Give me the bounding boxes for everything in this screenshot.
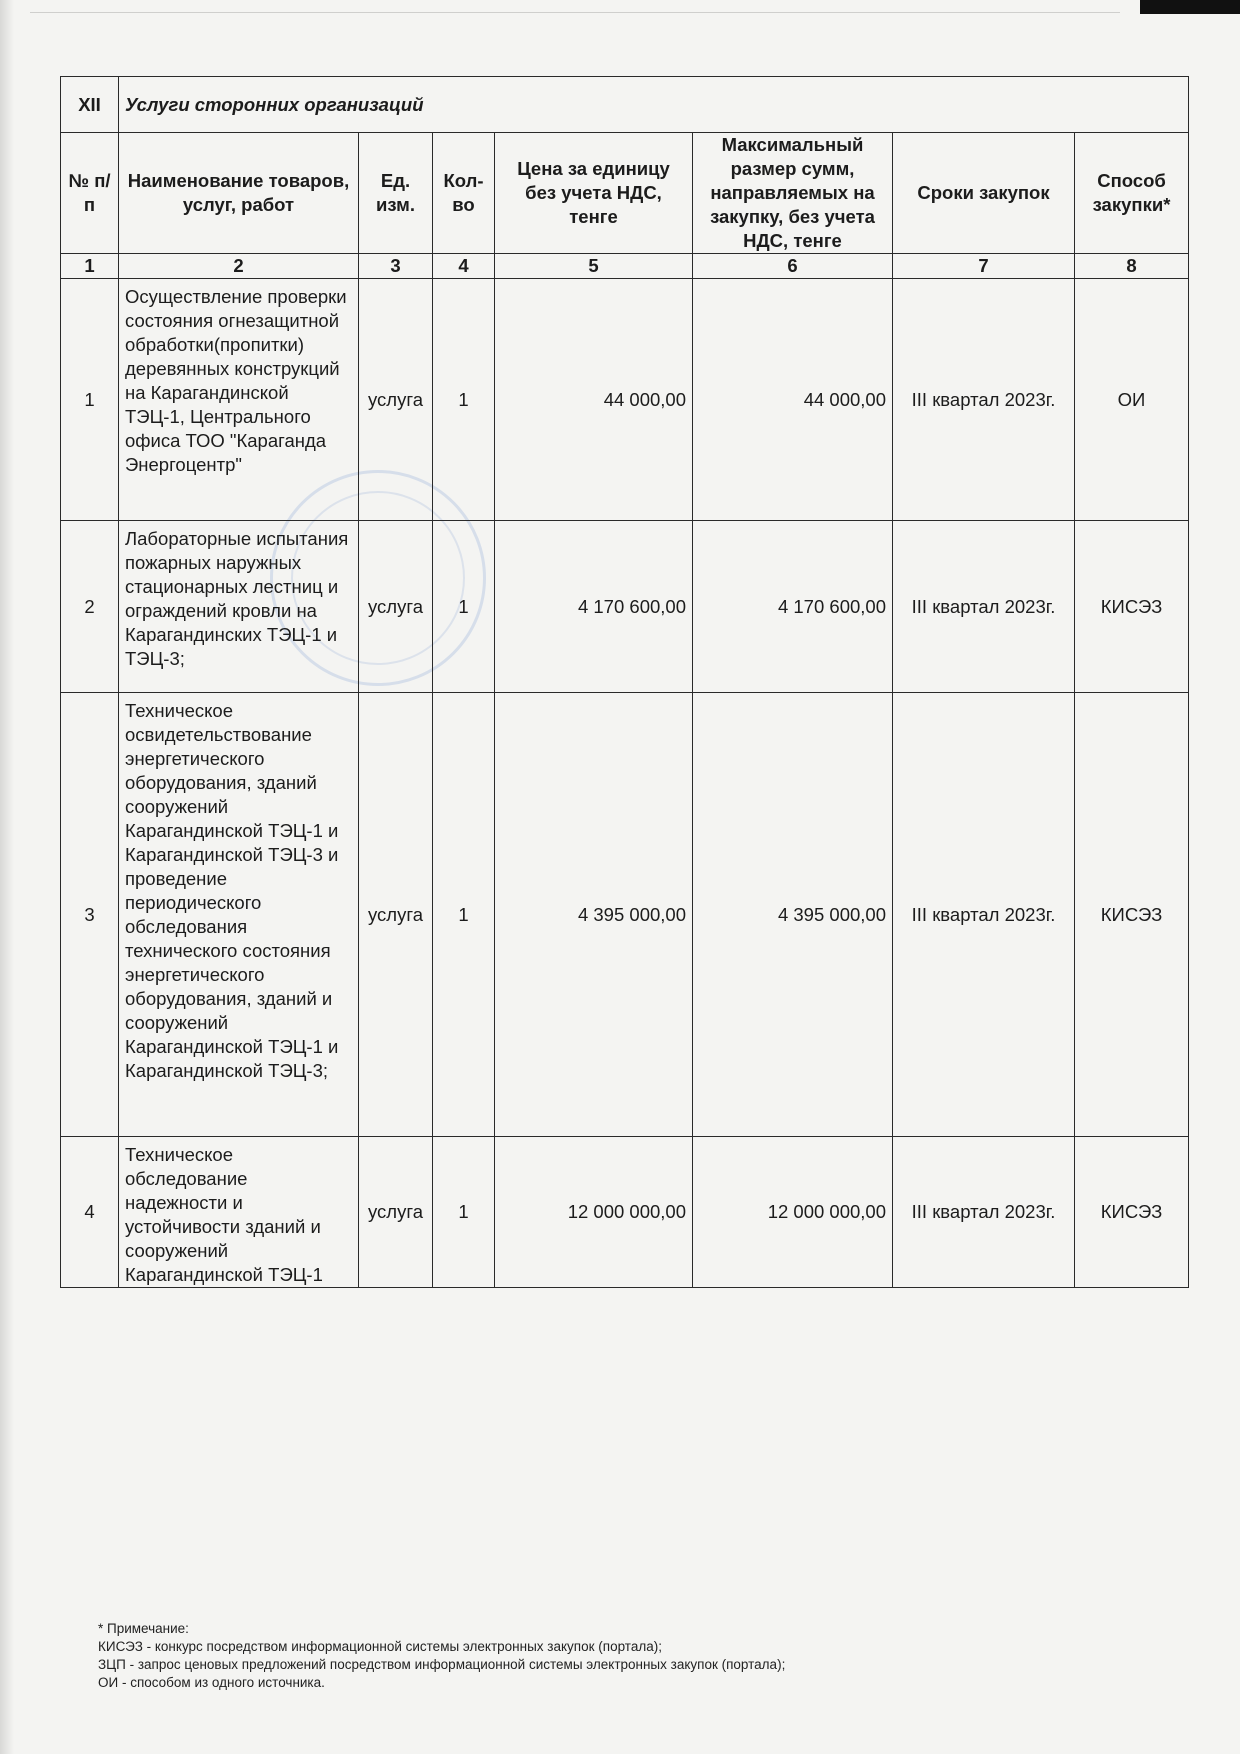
footnote-line: КИСЭЗ - конкурс посредством информационной системы электронных закупок (портала); (98, 1639, 662, 1654)
row-max-sum: 4 170 600,00 (693, 521, 893, 693)
column-index: 6 (693, 254, 893, 279)
table-row (61, 521, 1189, 693)
row-term: III квартал 2023г. (893, 1137, 1075, 1288)
row-max-sum: 12 000 000,00 (693, 1137, 893, 1288)
row-number: 3 (61, 693, 119, 1137)
column-index: 7 (893, 254, 1075, 279)
header-unit: Ед. изм. (359, 133, 433, 254)
procurement-table (60, 76, 1189, 1288)
row-price: 4 395 000,00 (495, 693, 693, 1137)
column-index: 1 (61, 254, 119, 279)
row-qty: 1 (433, 1137, 495, 1288)
row-qty: 1 (433, 521, 495, 693)
section-title: Услуги сторонних организаций (119, 77, 1189, 133)
row-number: 4 (61, 1137, 119, 1288)
footnote-line: ОИ - способом из одного источника. (98, 1675, 325, 1690)
table-row (61, 279, 1189, 521)
header-term: Сроки закупок (893, 133, 1075, 254)
row-price: 12 000 000,00 (495, 1137, 693, 1288)
column-index: 5 (495, 254, 693, 279)
row-unit: услуга (359, 693, 433, 1137)
header-max-sum: Максимальный размер сумм, направляемых на закупку, без учета НДС, тенге (693, 133, 893, 254)
table-row (61, 1137, 1189, 1288)
section-row (61, 77, 1189, 133)
header-num: № п/п (61, 133, 119, 254)
row-max-sum: 44 000,00 (693, 279, 893, 521)
header-name: Наименование товаров, услуг, работ (119, 133, 359, 254)
row-term: III квартал 2023г. (893, 693, 1075, 1137)
footnote (98, 1620, 1098, 1692)
column-index-row (61, 254, 1189, 279)
section-number: XII (61, 77, 119, 133)
row-price: 4 170 600,00 (495, 521, 693, 693)
header-row (61, 133, 1189, 254)
row-term: III квартал 2023г. (893, 279, 1075, 521)
scan-edge (0, 0, 14, 1754)
row-number: 2 (61, 521, 119, 693)
row-term: III квартал 2023г. (893, 521, 1075, 693)
header-price: Цена за единицу без учета НДС, тенге (495, 133, 693, 254)
row-unit: услуга (359, 521, 433, 693)
scan-top-line (30, 12, 1120, 13)
row-method: КИСЭЗ (1075, 1137, 1189, 1288)
row-qty: 1 (433, 693, 495, 1137)
header-method: Способ закупки* (1075, 133, 1189, 254)
scan-corner-mark (1140, 0, 1240, 14)
footnote-line: ЗЦП - запрос ценовых предложений посредством информационной системы электронных закупок (портала); (98, 1657, 786, 1672)
column-index: 4 (433, 254, 495, 279)
row-number: 1 (61, 279, 119, 521)
column-index: 3 (359, 254, 433, 279)
row-max-sum: 4 395 000,00 (693, 693, 893, 1137)
row-method: КИСЭЗ (1075, 521, 1189, 693)
row-qty: 1 (433, 279, 495, 521)
row-unit: услуга (359, 279, 433, 521)
footnote-title: * Примечание: (98, 1621, 189, 1636)
row-method: КИСЭЗ (1075, 693, 1189, 1137)
row-price: 44 000,00 (495, 279, 693, 521)
row-unit: услуга (359, 1137, 433, 1288)
row-name: Техническое освидетельствование энергетического оборудования, зданий сооружений Карагандинской ТЭЦ-1 и Карагандинской ТЭЦ-3 и проведение периодического обследования технического состояния энергетического оборудования, зданий и сооружений Карагандинской ТЭЦ-1 и Карагандинской ТЭЦ-3; (119, 693, 359, 1137)
table-row (61, 693, 1189, 1137)
column-index: 8 (1075, 254, 1189, 279)
row-name: Техническое обследование надежности и устойчивости зданий и сооружений Карагандинской ТЭЦ-1 (119, 1137, 359, 1288)
row-name: Осуществление проверки состояния огнезащитной обработки(пропитки) деревянных конструкций на Карагандинской ТЭЦ-1, Центрального офиса ТОО "Караганда Энергоцентр" (119, 279, 359, 521)
row-method: ОИ (1075, 279, 1189, 521)
row-name: Лабораторные испытания пожарных наружных стационарных лестниц и ограждений кровли на Карагандинских ТЭЦ-1 и ТЭЦ-3; (119, 521, 359, 693)
header-qty: Кол-во (433, 133, 495, 254)
column-index: 2 (119, 254, 359, 279)
